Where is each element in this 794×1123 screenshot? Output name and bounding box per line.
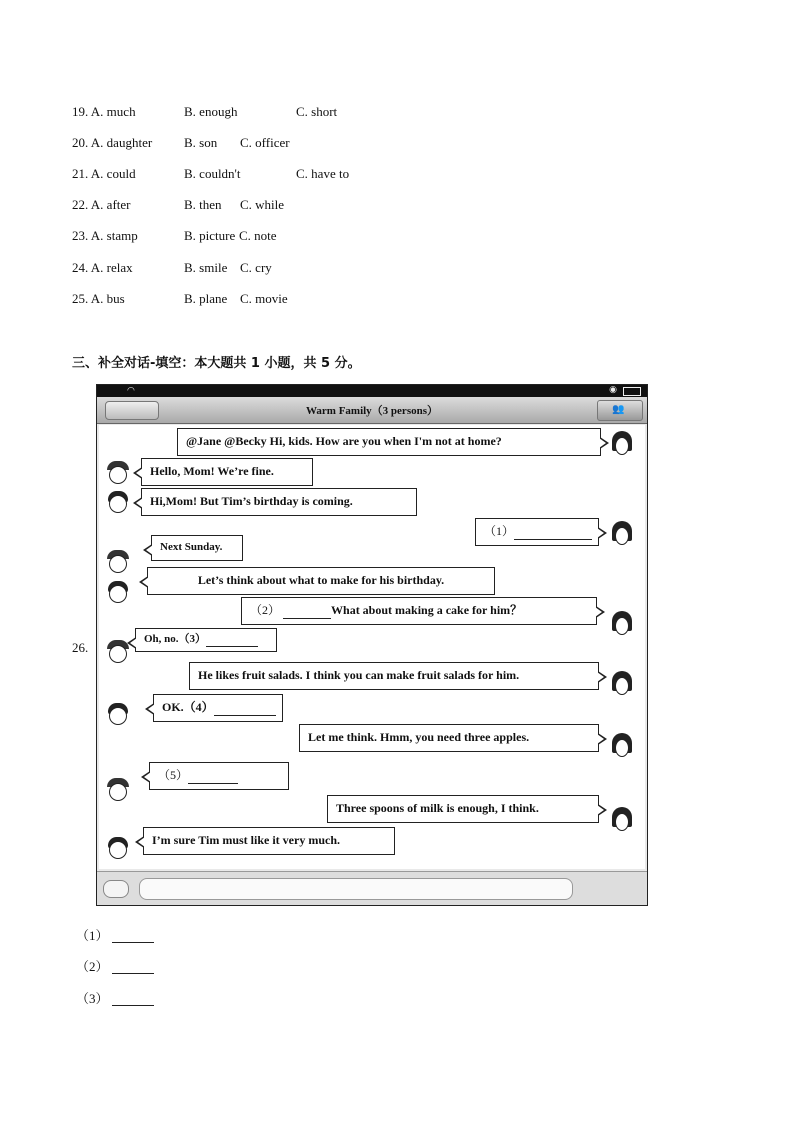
message-bubble-blank-3: Oh, no.（3） <box>135 628 277 652</box>
blank-5[interactable] <box>188 769 238 784</box>
answer-line-3: （3） <box>76 988 154 1007</box>
chat-screenshot <box>96 384 648 906</box>
answer-blank-1[interactable] <box>112 932 154 943</box>
message-bubble: @Jane @Becky Hi, kids. How are you when I'm not at home? <box>177 428 601 456</box>
boy-avatar <box>105 701 131 727</box>
question-21: 21. A. could B. couldn't C. have to <box>72 166 350 181</box>
blank-3[interactable] <box>206 632 258 647</box>
girl-avatar <box>105 549 131 575</box>
message-bubble-blank-5: （5） <box>149 762 289 790</box>
question-23: 23. A. stamp B. picture C. note <box>72 228 277 243</box>
lock-icon: ◉ <box>609 385 617 395</box>
message-bubble: I’m sure Tim must like it very much. <box>143 827 395 855</box>
message-bubble: Next Sunday. <box>151 535 243 561</box>
message-bubble: Hi,Mom! But Tim’s birthday is coming. <box>141 488 417 516</box>
mom-avatar <box>609 609 635 635</box>
question-24: 24. A. relax B. smile C. cry <box>72 260 272 275</box>
mom-avatar <box>609 519 635 545</box>
message-bubble: Let’s think about what to make for his birthday. <box>147 567 495 595</box>
battery-icon <box>623 387 641 396</box>
answer-blank-2[interactable] <box>112 963 154 974</box>
mom-avatar <box>609 805 635 831</box>
mom-avatar <box>609 731 635 757</box>
section-title: 三、补全对话-填空：本大题共 1 小题，共 5 分。 <box>72 356 361 371</box>
message-input-bar <box>97 871 647 906</box>
boy-avatar <box>105 835 131 861</box>
message-bubble: Three spoons of milk is enough, I think. <box>327 795 599 823</box>
answer-blank-3[interactable] <box>112 995 154 1006</box>
blank-1[interactable] <box>514 525 592 540</box>
question-22: 22. A. after B. then C. while <box>72 197 285 212</box>
message-bubble-blank-2: （2） What about making a cake for him？ <box>241 597 597 625</box>
question-19: 19. A. much B. enough C. short <box>72 104 338 119</box>
chat-title: Warm Family（3 persons） <box>306 405 438 417</box>
boy-avatar <box>105 489 131 515</box>
mom-avatar <box>609 669 635 695</box>
answer-line-2: （2） <box>76 956 154 975</box>
girl-avatar <box>105 460 131 486</box>
message-bubble-blank-4: OK.（4） <box>153 694 283 722</box>
question-26-number: 26. <box>72 640 89 655</box>
message-bubble: Let me think. Hmm, you need three apples. <box>299 724 599 752</box>
message-input[interactable] <box>139 878 573 900</box>
blank-2[interactable] <box>283 604 331 619</box>
keyboard-icon[interactable] <box>103 880 129 898</box>
group-members-button[interactable] <box>597 400 643 421</box>
wifi-icon: ◠ <box>127 386 135 396</box>
message-bubble: He likes fruit salads. I think you can make fruit salads for him. <box>189 662 599 690</box>
people-icon: 👥 <box>612 404 625 415</box>
blank-4[interactable] <box>214 701 276 716</box>
message-bubble: Hello, Mom! We’re fine. <box>141 458 313 486</box>
chat-area <box>99 425 645 869</box>
boy-avatar <box>105 579 131 605</box>
message-bubble-blank-1: （1） <box>475 518 599 546</box>
status-bar <box>97 385 647 397</box>
mom-avatar <box>609 429 635 455</box>
chat-header <box>97 397 647 424</box>
question-25: 25. A. bus B. plane C. movie <box>72 291 288 306</box>
answer-line-1: （1） <box>76 925 154 944</box>
question-20: 20. A. daughter B. son C. officer <box>72 135 290 150</box>
girl-avatar <box>105 777 131 803</box>
